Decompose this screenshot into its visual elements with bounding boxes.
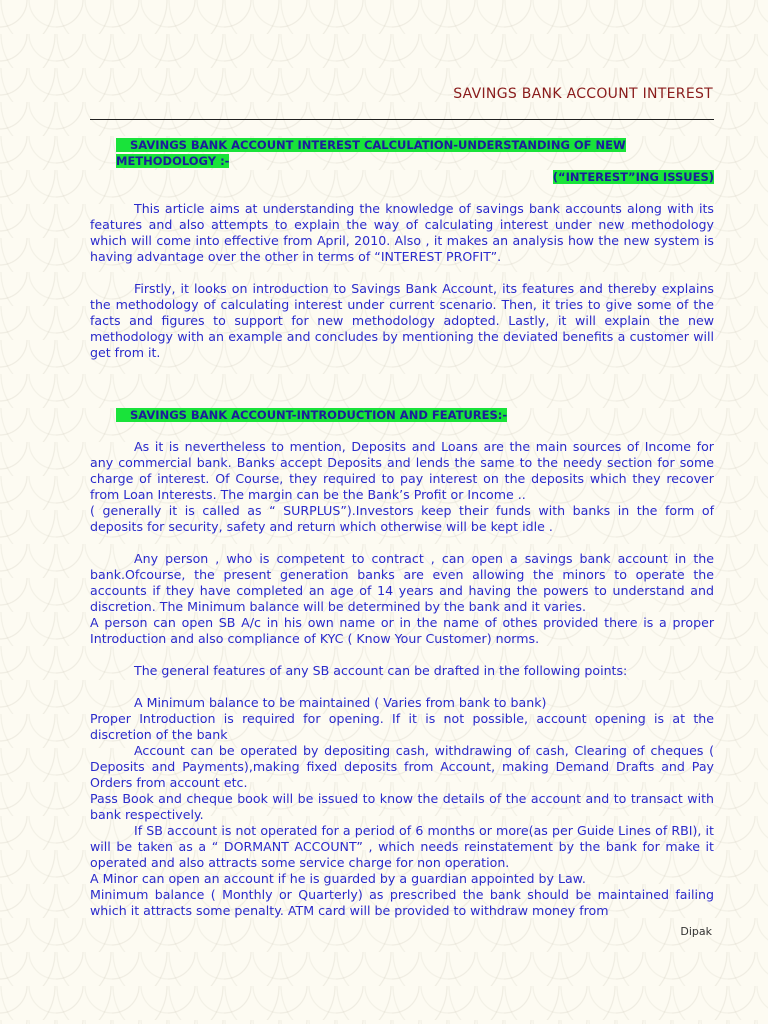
- feature-item: Account can be operated by depositing cash, withdrawing of cash, Clearing of cheques ( Deposits and Payments),making fixed deposits from Account, making Demand Drafts and Pay Orders from account etc.: [90, 743, 714, 790]
- section-subheading: (“INTEREST”ING ISSUES): [552, 170, 714, 184]
- feature-item: A Minor can open an account if he is guarded by a guardian appointed by Law.: [90, 871, 586, 886]
- feature-item: Pass Book and cheque book will be issued to know the details of the account and to transact with bank respectively.: [90, 791, 714, 822]
- feature-item: Minimum balance ( Monthly or Quarterly) as prescribed the bank should be maintained failing which it attracts some penalty. ATM card will be provided to withdraw money from: [90, 887, 714, 918]
- intro-paragraph-2: Firstly, it looks on introduction to Savings Bank Account, its features and thereby explains the methodology of calculating interest under current scenario. Then, it tries to give some of the facts and figures to support for new methodology adopted. Lastly, it will explain the new methodology with an example and concludes by mentioning the deviated benefits a customer will get from it.: [90, 281, 714, 360]
- header-divider: [90, 119, 714, 120]
- body-paragraph: Any person , who is competent to contract , can open a savings bank account in the bank.Ofcourse, the present generation banks are even allowing the minors to operate the accounts if they have completed an age of 14 years and having the powers to understand and discretion. The Minimum balance will be determined by the bank and it varies.: [90, 551, 714, 614]
- body-paragraph: A person can open SB A/c in his own name or in the name of othes provided there is a proper Introduction and also compliance of KYC ( Know Your Customer) norms.: [90, 615, 714, 646]
- body-paragraph: ( generally it is called as “ SURPLUS”).Investors keep their funds with banks in the form of deposits for security, safety and return which otherwise will be kept idle .: [90, 503, 714, 534]
- section-heading-introduction: SAVINGS BANK ACCOUNT-INTRODUCTION AND FEATURES:-: [90, 407, 714, 423]
- footer-author: Dipak: [680, 925, 712, 938]
- features-intro: The general features of any SB account can be drafted in the following points:: [134, 663, 628, 678]
- body-paragraph: As it is nevertheless to mention, Deposits and Loans are the main sources of Income for any commercial bank. Banks accept Deposits and lends the same to the needy section for some charge of interest. Of Course, they required to pay interest on the deposits which they recover from Loan Interests. The margin can be the Bank’s Profit or Income ..: [90, 439, 714, 502]
- section-heading-text: SAVINGS BANK ACCOUNT INTEREST CALCULATION-UNDERSTANDING OF NEW METHODOLOGY :-: [116, 138, 626, 168]
- document-body: [90, 137, 714, 919]
- section-heading-methodology: [90, 137, 714, 169]
- page-header-title: SAVINGS BANK ACCOUNT INTEREST: [453, 86, 713, 102]
- feature-item: Proper Introduction is required for opening. If it is not possible, account opening is at the discretion of the bank: [90, 711, 714, 742]
- feature-item: If SB account is not operated for a period of 6 months or more(as per Guide Lines of RBI), it will be taken as a “ DORMANT ACCOUNT” , which needs reinstatement by the bank for make it operated and also attracts some service charge for non operation.: [90, 823, 714, 870]
- feature-item: A Minimum balance to be maintained ( Varies from bank to bank): [134, 695, 547, 710]
- intro-paragraph-1: This article aims at understanding the knowledge of savings bank accounts along with its features and also attempts to explain the way of calculating interest under new methodology which will come into effective from April, 2010. Also , it makes an analysis how the new system is having advantage over the other in terms of “INTEREST PROFIT”.: [90, 201, 714, 264]
